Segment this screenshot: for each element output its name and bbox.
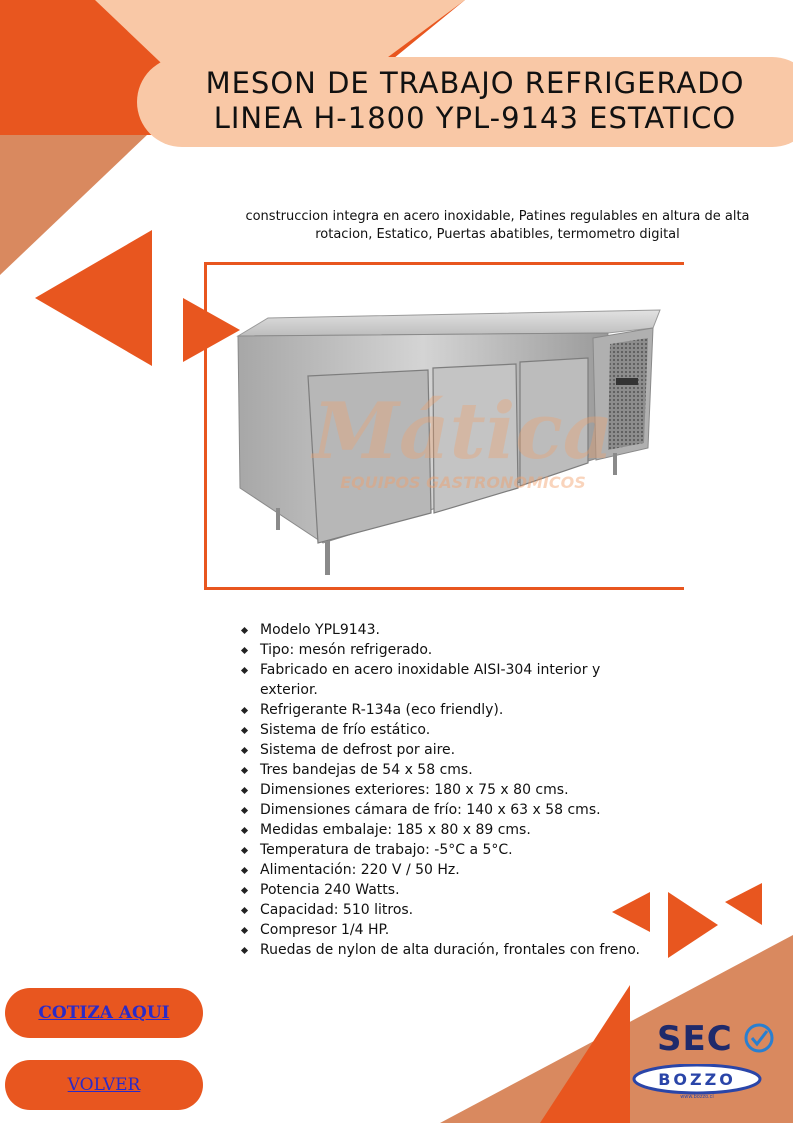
leg-right — [613, 453, 617, 475]
volver-button[interactable]: VOLVER — [5, 1060, 203, 1110]
watermark-main: Mática — [312, 386, 614, 477]
bozzo-logo — [632, 1064, 762, 1100]
sec-logo-text: SEC — [657, 1019, 733, 1058]
spec-item: Dimensiones exteriores: 180 x 75 x 80 cms. — [240, 780, 640, 800]
spec-item: Refrigerante R-134a (eco friendly). — [240, 700, 640, 720]
spec-item: Sistema de frío estático. — [240, 720, 640, 740]
counter-top — [238, 310, 660, 336]
cotiza-button[interactable]: COTIZA AQUI — [5, 988, 203, 1038]
watermark-sub: EQUIPOS GASTRONOMICOS — [340, 473, 586, 492]
bottom-right-dark — [540, 985, 630, 1123]
sec-logo — [655, 1018, 775, 1058]
leg-back-left — [276, 508, 280, 530]
bozzo-logo-url: www.bozzo.cl — [680, 1094, 714, 1100]
spec-item: Temperatura de trabajo: -5°C a 5°C. — [240, 840, 640, 860]
spec-item: Tres bandejas de 54 x 58 cms. — [240, 760, 640, 780]
spec-item: Alimentación: 220 V / 50 Hz. — [240, 860, 640, 880]
leg-front-left — [325, 541, 330, 575]
spec-item: Dimensiones cámara de frío: 140 x 63 x 58 cms. — [240, 800, 640, 820]
check-circle-icon — [746, 1025, 772, 1051]
left-large-arrow — [35, 230, 152, 366]
spec-item: Sistema de defrost por aire. — [240, 740, 640, 760]
spec-item: Tipo: mesón refrigerado. — [240, 640, 640, 660]
bottom-right-arrow-3 — [725, 883, 762, 925]
spec-item: Modelo YPL9143. — [240, 620, 640, 640]
digital-thermometer — [616, 378, 638, 385]
compressor-grill — [608, 338, 648, 450]
spec-item: Medidas embalaje: 185 x 80 x 89 cms. — [240, 820, 640, 840]
product-photo — [228, 298, 668, 583]
page-title: MESON DE TRABAJO REFRIGERADO LINEA H-1800 YPL-9143 ESTATICO — [205, 66, 745, 135]
spec-item: Potencia 240 Watts. — [240, 880, 640, 900]
spec-item: Compresor 1/4 HP. — [240, 920, 640, 940]
check-mark-icon — [752, 1031, 767, 1044]
bozzo-logo-text: BOZZO — [658, 1070, 736, 1089]
bottom-right-arrow-2 — [668, 892, 718, 958]
spec-item: Ruedas de nylon de alta duración, frontales con freno. — [240, 940, 640, 960]
spec-list — [240, 620, 640, 960]
spec-item: Fabricado en acero inoxidable AISI-304 interior y exterior. — [240, 660, 640, 700]
spec-item: Capacidad: 510 litros. — [240, 900, 640, 920]
product-subtitle: construccion integra en acero inoxidable, Patines regulables en altura de alta rotacion, Estatico, Puertas abatibles, termometro digital — [245, 209, 750, 242]
